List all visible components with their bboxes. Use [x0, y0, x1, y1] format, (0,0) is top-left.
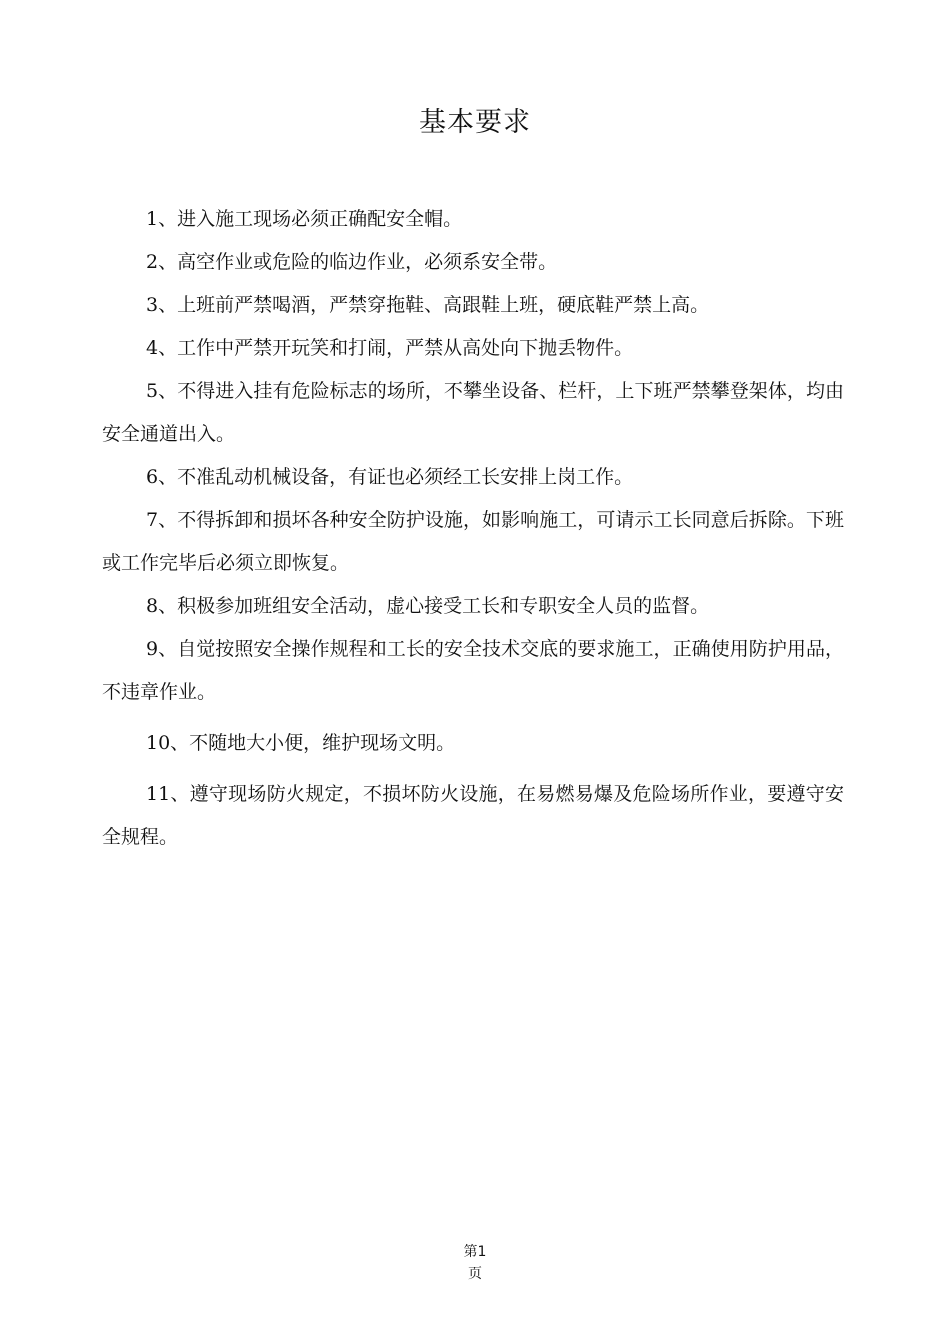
document-title: 基本要求 — [419, 107, 531, 138]
requirement-item-7: 7、不得拆卸和损坏各种安全防护设施，如影响施工，可请示工长同意后拆除。下班或工作完毕后必须立即恢复。 — [102, 509, 844, 574]
page-number: 1 — [477, 1244, 487, 1260]
requirement-item-3: 3、上班前严禁喝酒，严禁穿拖鞋、高跟鞋上班，硬底鞋严禁上高。 — [146, 294, 710, 316]
requirement-item-11: 11、遵守现场防火规定，不损坏防火设施，在易燃易爆及危险场所作业，要遵守安全规程。 — [102, 783, 844, 848]
page-suffix: 页 — [468, 1266, 482, 1282]
requirement-item-4: 4、工作中严禁开玩笑和打闹，严禁从高处向下抛丢物件。 — [146, 337, 634, 359]
requirement-item-1: 1、进入施工现场必须正确配安全帽。 — [146, 208, 463, 230]
page-number-line — [0, 1241, 950, 1263]
page-footer — [0, 1241, 950, 1285]
requirement-item-10: 10、不随地大小便，维护现场文明。 — [146, 732, 456, 754]
requirement-item-9: 9、自觉按照安全操作规程和工长的安全技术交底的要求施工，正确使用防护用品，不违章作业。 — [102, 638, 844, 703]
page-prefix: 第 — [463, 1244, 478, 1260]
requirement-item-5: 5、不得进入挂有危险标志的场所，不攀坐设备、栏杆，上下班严禁攀登架体，均由安全通道出入。 — [102, 380, 844, 445]
requirement-item-6: 6、不准乱动机械设备，有证也必须经工长安排上岗工作。 — [146, 466, 634, 488]
requirement-item-2: 2、高空作业或危险的临边作业，必须系安全带。 — [146, 251, 558, 273]
requirement-item-8: 8、积极参加班组安全活动，虚心接受工长和专职安全人员的监督。 — [146, 595, 710, 617]
document-body — [102, 198, 844, 859]
